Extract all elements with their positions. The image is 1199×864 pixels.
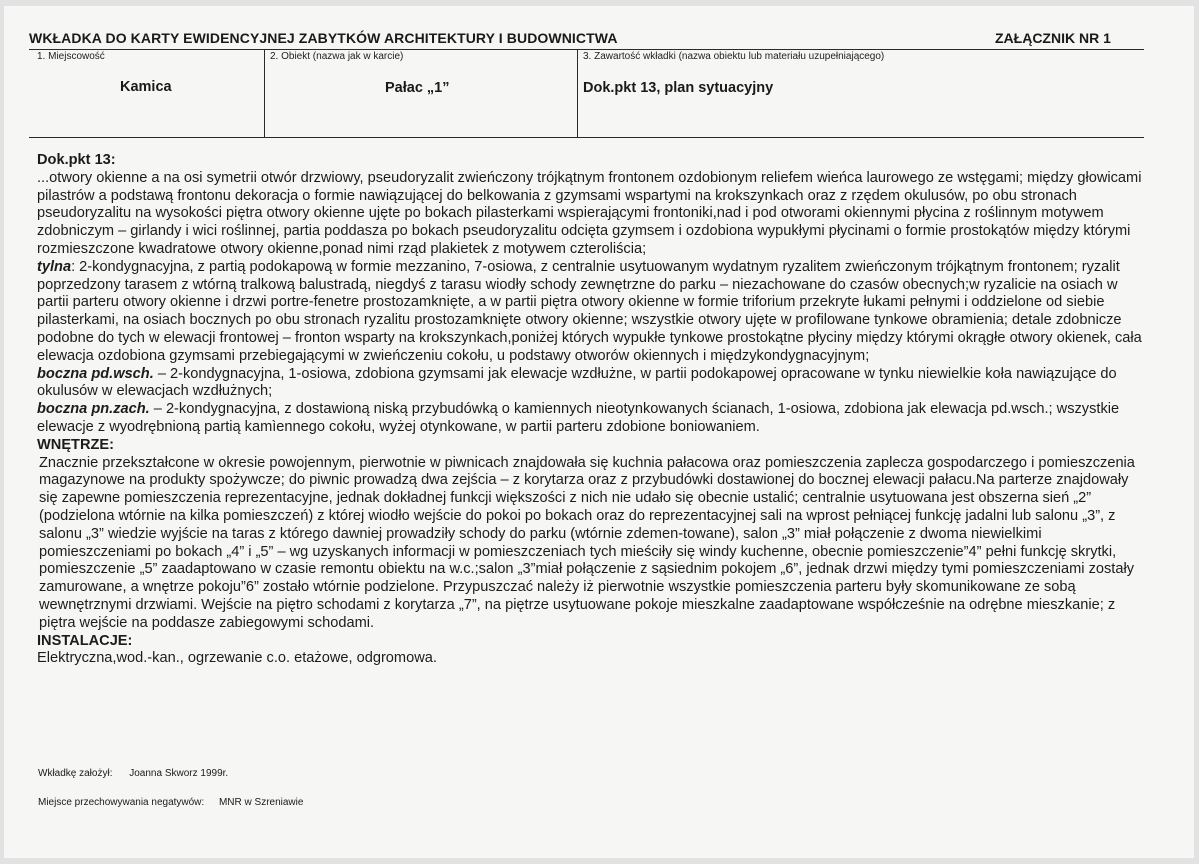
installations-text: Elektryczna,wod.-kan., ogrzewanie c.o. etażowe, odgromowa.	[37, 650, 437, 667]
side-nw-lead: boczna pn.zach.	[37, 401, 150, 418]
paragraph-rear	[37, 259, 1147, 366]
field-divider-1	[264, 49, 265, 137]
storage-line	[38, 797, 303, 808]
content-label: 3. Zawartość wkładki (nazwa obiektu lub materiału uzupełniającego)	[583, 51, 885, 62]
storage-label: Miejsce przechowywania negatywów:	[38, 797, 205, 808]
object-value: Pałac „1”	[385, 80, 450, 96]
fields-bottom-rule	[29, 137, 1144, 138]
author-line	[38, 768, 228, 779]
object-label: 2. Obiekt (nazwa jak w karcie)	[270, 51, 404, 62]
rear-lead: tylna	[37, 258, 72, 275]
rear-text: : 2-kondygnacyjna, z partią podokapową w formie mezzanino, 7-osiowa, z centralnie usytuowanym wydatnym ryzalitem zwieńczonym trójkątnym frontonem; ryzalit poprzedzony tarasem z wtórną tralkową balustradą, niegdyś z tarasu wiodły schody zewnętrzne do parku – niezachowane do czasów obecnych;w ryzalicie na osiach w partii parteru otwory okienne i drzwi portre-fenetre prostozamknięte, a w partii piętra otwory okienne w formie triforium przekryte łukami pełnymi i oddzielone od siebie pilasterkami, na osiach bocznych po obu stronach ryzalitu prostozamknięte otwory okienne; wszystkie otwory ujęte w profilowane tynkowe obramienia; detale zdobnicze podobne do tych w elewacji frontowej – fronton wsparty na krokszynkach,poniżej których wypukłe tynkowe prostokątne płyciny między którymi okrągłe otwory okienek, cała elewacja ozdobiona gzymsami przebiegającymi w zwieńczeniu cokołu, u podstawy otworów okiennych i międzykondygnacyjnym;	[37, 258, 1142, 364]
paragraph-side-se	[37, 366, 1147, 402]
header-rule	[29, 49, 1144, 50]
annex-label: ZAŁĄCZNIK NR 1	[995, 30, 1111, 46]
paragraph-front: ...otwory okienne a na osi symetrii otwór drzwiowy, pseudoryzalit zwieńczony trójkątnym frontonem ozdobionym reliefem wieńca laurowego ze wstęgami; między głowicami pilastrów a podstawą frontonu dekoracja o formie nawiązującej do belkowania z gzymsami wspartymi na krokszynkach oraz z rzędem okulusów, po obu stronach pseudoryzalitu na wysokości piętra otwory okienne ujęte po bokach pilasterkami wspierającymi frontoniki,nad i pod otworami okiennymi płycina z roślinnym motywem zdobniczym – girlandy i wici roślinnej, partia poddasza po bokach pseudoryzalitu odcięta gzymsem i ozdobiona wypukłymi płycinami o formie prostokątów między którymi rozmieszczone kwadratowe otwory okienne,ponad nimi rząd plakietek z motywem czteroliścia;	[37, 169, 1142, 257]
description-body	[37, 152, 1147, 668]
interior-text: Znacznie przekształcone w okresie powojennym, pierwotnie w piwnicach znajdowała się kuchnia pałacowa oraz pomieszczenia zaplecza gospodarczego i pomieszczenia magazynowe na produkty spożywcze; do piwnic prowadzą dwa zejścia – z korytarza oraz z przybudówki dostawionej do bocznej elewacji pałacu.Na parterze znajdowały się zapewne pomieszczenia reprezentacyjne, jednak dokładnej funkcji większości z nich nie udało się obecnie ustalić; centralnie usytuowana jest obszerna sień „2” (podzielona wtórnie na kilka pomieszczeń) z której wiodło wejście do pokoi po bokach oraz do reprezentacyjnej sali na wprost pełniącej funkcję jadalni lub salonu „3”, z salonu „3” wiedzie wyjście na taras z którego dawniej prowadziły schody do parku (wtórnie zdemen-towane), salon „3” miał połączenie z dwoma niewielkimi pomieszczeniami po bokach „4” i „5” – wg uzyskanych informacji w pomieszczeniach tych mieściły się windy kuchenne, obecnie pomieszczenie”4” pełni funkcję skrytki, pomieszczenie „5” zaadaptowano w czasie remontu obiektu na w.c.;salon „3”miał połączenie z sąsiednim pokojem „6”, jednak drzwi między tymi pomieszczeniami zostały zamurowane, a wnętrze pokoju”6” zostało wtórnie podzielone. Przypuszczać należy iż pierwotnie wszystkie pomieszczenia parteru były skomunikowane ze sobą wewnętrznymi drzwiami. Wejście na piętro schodami z korytarza „7”, na piętrze usytuowane pokoje mieszkalne zaadaptowane współcześnie na odrębne mieszkanie; z piętra wejście na poddasze zabiegowymi schodami.	[39, 454, 1135, 631]
side-se-text: – 2-kondygnacyjna, 1-osiowa, zdobiona gzymsami jak elewacje wzdłużne, w partii podokapowej opracowane w tynku niewielkie koła nawiązujące do okulusów w elewacjach wzdłużnych;	[37, 365, 1117, 400]
form-title: WKŁADKA DO KARTY EWIDENCYJNEJ ZABYTKÓW ARCHITEKTURY I BUDOWNICTWA	[29, 30, 618, 46]
installations-heading: INSTALACJE:	[37, 632, 133, 649]
locality-label: 1. Miejscowość	[37, 51, 105, 62]
content-value: Dok.pkt 13, plan sytuacyjny	[583, 80, 774, 96]
side-se-lead: boczna pd.wsch.	[37, 365, 154, 382]
storage-value: MNR w Szreniawie	[218, 797, 304, 808]
author-value: Joanna Skworz 1999r.	[129, 768, 229, 779]
locality-value: Kamica	[120, 79, 172, 95]
section-heading: Dok.pkt 13:	[37, 152, 116, 168]
author-label: Wkładkę założył:	[38, 768, 113, 779]
side-nw-text: – 2-kondygnacyjna, z dostawioną niską przybudówką o kamiennych nieotynkowanych ścianach, 1-osiowa, zdobiona jak elewacja pd.wsch.; wszystkie elewacje z wyodrębnioną partią kamìennego cokołu, wyżej otynkowane, w partii parteru zdobione boniowaniem.	[37, 401, 1120, 435]
paragraph-side-nw	[37, 401, 1147, 437]
interior-heading: WNĘTRZE:	[37, 436, 115, 453]
field-divider-2	[577, 49, 578, 137]
